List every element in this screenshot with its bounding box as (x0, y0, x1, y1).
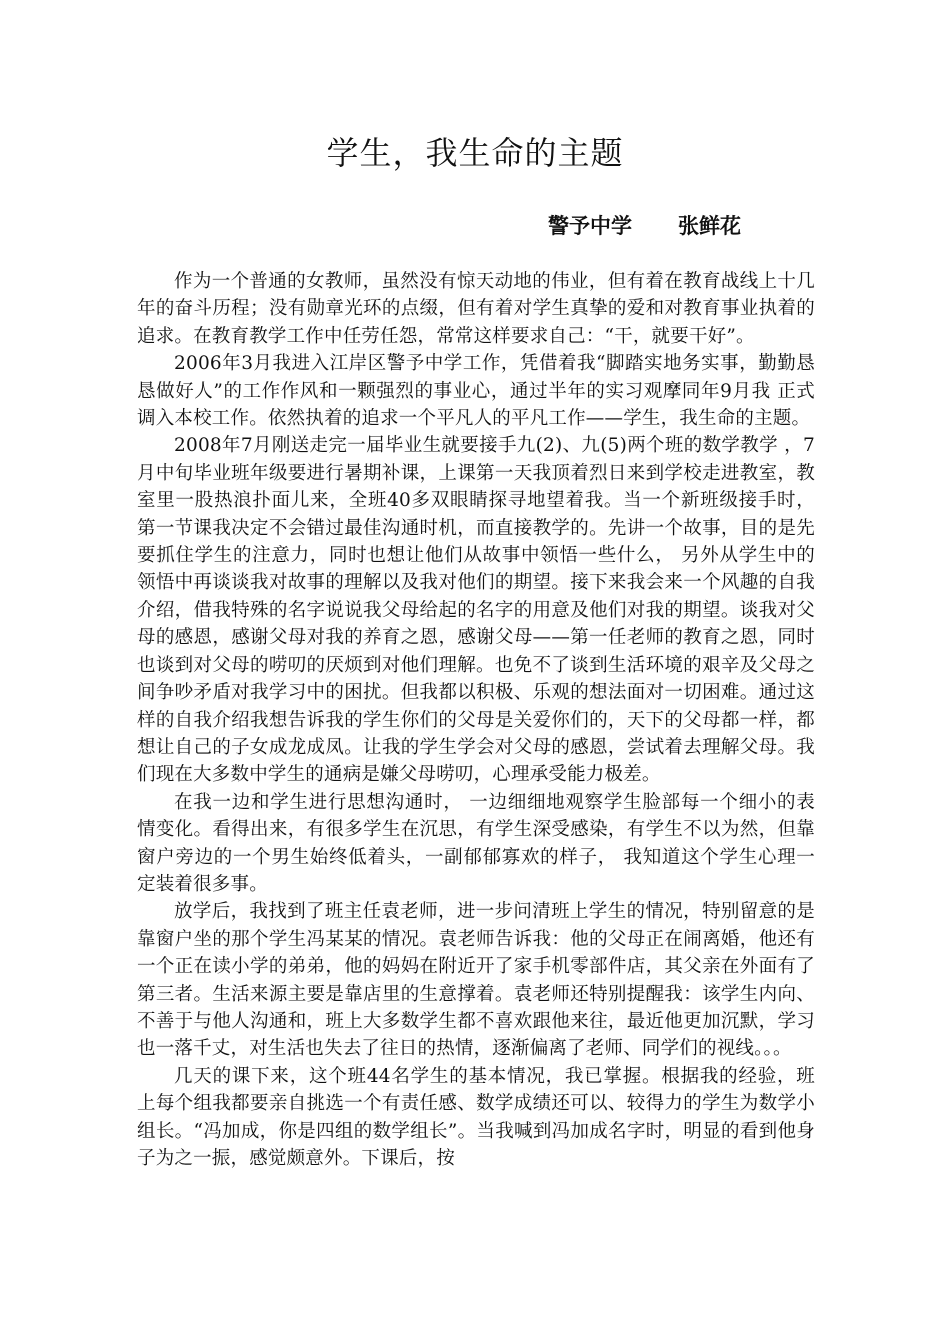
document-body (137, 268, 815, 1172)
document-title: 学生，我生命的主题 (326, 134, 624, 172)
paragraph: 作为一个普通的女教师，虽然没有惊天动地的伟业，但有着在教育战线上十几年的奋斗历程；没有勋章光环的点缀，但有着对学生真挚的爱和对教育事业执着的追求。在教育教学工作中任劳任怨，常常这样要求自己：“干，就要干好”。 (137, 271, 815, 347)
paragraph: 放学后，我找到了班主任袁老师，进一步问清班上学生的情况，特别留意的是靠窗户坐的那个学生冯某某的情况。袁老师告诉我：他的父母正在闹离婚，他还有一个正在读小学的弟弟，他的妈妈在附近开了家手机零部件店，其父亲在外面有了第三者。生活来源主要是靠店里的生意撑着。袁老师还特别提醒我：该学生内向、不善于与他人沟通和，班上大多数学生都不喜欢跟他来往，最近他更加沉默，学习也一落千丈，对生活也失去了往日的热情，逐渐偏离了老师、同学们的视线。。。 (137, 901, 815, 1060)
paragraph: 2006年3月我进入江岸区警予中学工作，凭借着我“脚踏实地务实事，勤勤恳恳做好人”的工作作风和一颗强烈的事业心，通过半年的实习观摩同年9月我 正式调入本校工作。依然执着的追求一个平凡人的平凡工作——学生，我生命的主题。 (137, 353, 815, 430)
paragraph: 在我一边和学生进行思想沟通时， 一边细细地观察学生脸部每一个细小的表情变化。看得出来，有很多学生在沉思，有学生深受感染，有学生不以为然，但靠窗户旁边的一个男生始终低着头，一副郁郁寡欢的样子， 我知道这个学生心理一定装着很多事。 (137, 791, 815, 895)
paragraph: 2008年7月刚送走完一届毕业生就要接手九(2)、九(5)两个班的数学教学 ，7月中旬毕业班年级要进行暑期补课，上课第一天我顶着烈日来到学校走进教室，教室里一股热浪扑面儿来，全班40多双眼睛探寻地望着我。当一个新班级接手时，第一节课我决定不会错过最佳沟通时机，而直接教学的。先讲一个故事，目的是先要抓住学生的注意力，同时也想让他们从故事中领悟一些什么， 另外从学生中的领悟中再谈谈我对故事的理解以及我对他们的期望。接下来我会来一个风趣的自我介绍，借我特殊的名字说说我父母给起的名字的用意及他们对我的期望。谈我对父母的感恩，感谢父母对我的养育之恩，感谢父母——第一任老师的教育之恩，同时也谈到对父母的唠叨的厌烦到对他们理解。也免不了谈到生活环境的艰辛及父母之间争吵矛盾对我学习中的困扰。但我都以积极、乐观的想法面对一切困难。通过这样的自我介绍我想告诉我的学生你们的父母是关爱你们的，天下的父母都一样，都想让自己的子女成龙成凤。让我的学生学会对父母的感恩，尝试着去理解父母。我们现在大多数中学生的通病是嫌父母唠叨，心理承受能力极差。 (137, 435, 815, 786)
author-byline (548, 210, 741, 240)
paragraph: 几天的课下来，这个班44名学生的基本情况，我已掌握。根据我的经验，班上每个组我都要亲自挑选一个有责任感、数学成绩还可以、较得力的学生为数学小组长。“冯加成，你是四组的数学组长”。当我喊到冯加成名字时，明显的看到他身子为之一振，感觉颇意外。下课后，按 (137, 1065, 815, 1169)
author-school: 警予中学 (548, 214, 632, 238)
author-name: 张鲜花 (678, 214, 741, 238)
